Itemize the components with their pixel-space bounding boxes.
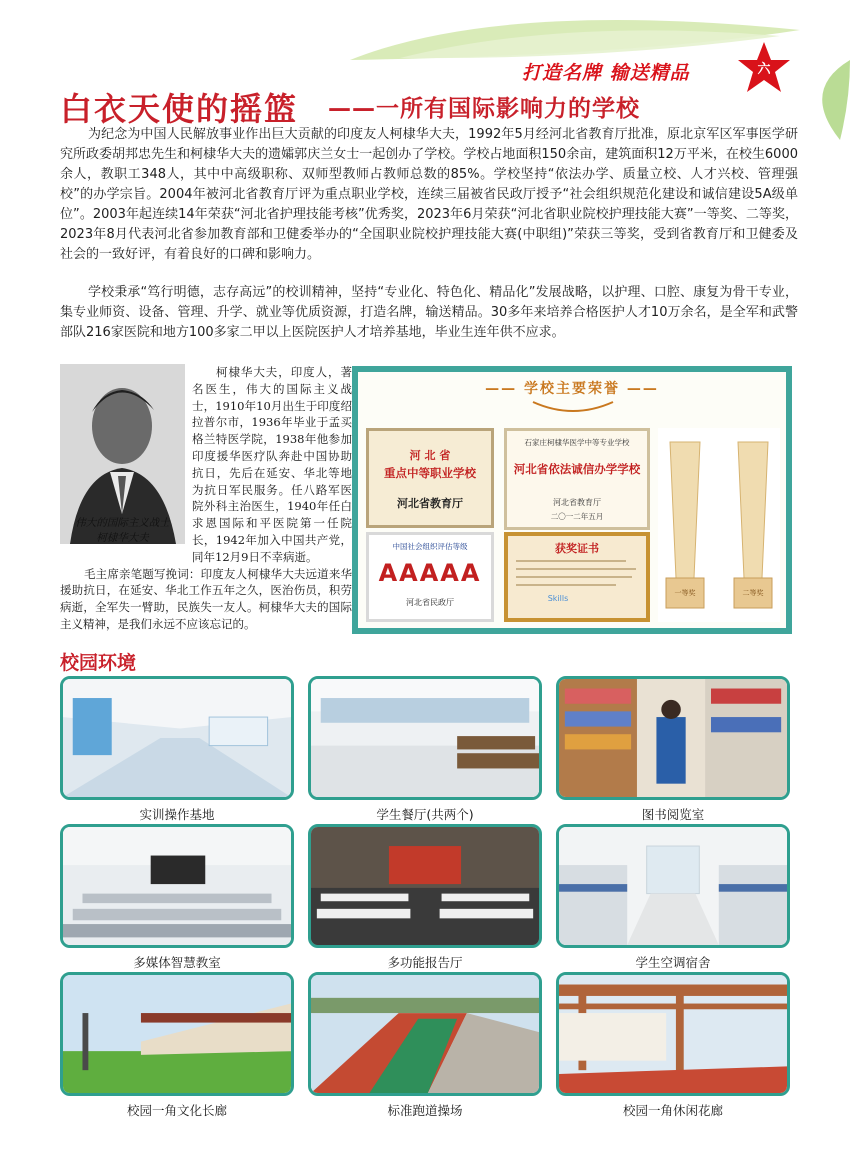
photo-training-hall xyxy=(60,676,294,800)
plaque4-skills: Skills xyxy=(547,594,569,603)
photo-dormitory xyxy=(556,824,790,948)
caption-culture-corridor: 校园一角文化长廊 xyxy=(126,1103,227,1118)
page-subtitle: ——一所有国际影响力的学校 xyxy=(328,96,640,122)
plaque1-line2: 重点中等职业学校 xyxy=(384,466,476,480)
honors-title: —— 学校主要荣誉 —— xyxy=(485,381,659,397)
caption-sports-field: 标准跑道操场 xyxy=(387,1103,463,1118)
portrait-caption-line-2: 柯棣华大夫 xyxy=(96,532,149,544)
photo-auditorium xyxy=(308,824,542,948)
plaque3-line2: AAAAA xyxy=(378,559,482,587)
plaque-5a-rating xyxy=(366,532,494,622)
plaque-integrity-school xyxy=(504,428,650,530)
plaque2-line2: 河北省依法诚信办学学校 xyxy=(513,462,641,476)
trophies xyxy=(658,428,780,622)
caption-classroom: 多媒体智慧教室 xyxy=(133,955,221,970)
plaque2-line1: 石家庄柯棣华医学中等专业学校 xyxy=(524,438,630,447)
caption-dormitory: 学生空调宿舍 xyxy=(635,955,711,970)
bio-paragraph-1: 柯棣华大夫，印度人，著名医生，伟大的国际主义战士，1910年10月出生于印度绍拉普尔市，1936年毕业于孟买格兰特医学院，1938年他参加印度援华医疗队奔赴中国协助抗日，先后在延安、华北等地为抗日军民服务。任八路军医院外科主治医生，1940年任白求恩国际和平医院第一任院长，1942年加入中国共产党，同年12月9日不幸病逝。 xyxy=(192,365,352,564)
photo-library xyxy=(556,676,790,800)
page-title: 白衣天使的摇篮 xyxy=(60,90,299,128)
trophy-first-prize: 一等奖 xyxy=(674,589,696,597)
caption-auditorium: 多功能报告厅 xyxy=(387,955,463,970)
bio-paragraph-2: 毛主席亲笔题写挽词：印度友人柯棣华大夫远道来华援助抗日，在延安、华北工作五年之久，医治伤员，积劳病逝，全军失一臂助，民族失一友人。柯棣华大夫的国际主义精神，是我们永远不应该忘记的。 xyxy=(60,566,352,631)
plaque3-line3: 河北省民政厅 xyxy=(406,598,454,607)
plaque-award-certificate xyxy=(504,532,650,622)
slogan: 打造名牌 输送精品 xyxy=(522,62,690,84)
caption-training-hall: 实训操作基地 xyxy=(139,807,215,822)
photo-sports-field xyxy=(308,972,542,1096)
caption-library: 图书阅览室 xyxy=(641,807,705,822)
photo-classroom xyxy=(60,824,294,948)
campus-section-title: 校园环境 xyxy=(60,652,137,674)
star-number: 六 xyxy=(757,62,771,77)
caption-dining-hall: 学生餐厅(共两个) xyxy=(376,807,474,822)
photo-culture-corridor xyxy=(60,972,294,1096)
plaque1-line3: 河北省教育厅 xyxy=(397,497,463,510)
plaque4-line1: 获奖证书 xyxy=(555,542,599,555)
plaque3-line1: 中国社会组织评估等级 xyxy=(392,542,468,551)
honors-panel xyxy=(352,366,792,634)
intro-paragraph-1: 为纪念为中国人民解放事业作出巨大贡献的印度友人柯棣华大夫，1992年5月经河北省教育厅批准，原北京军区军事医学研究所政委胡邦忠先生和柯棣华大夫的遗孀郭庆兰女士一起创办了学校。学校占地面积150余亩，建筑面积12万平米，在校生6000余人，教职工348人，其中中高级职称、双师型教师占教师总数的85%。学校坚持“依法办学、质量立校、人才兴校、管理强校”的办学宗旨。2004年被河北省教育厅评为重点职业学校，连续三届被省民政厅授予“社会组织规范化建设和诚信建设5A级单位”。2003年起连续14年荣获“河北省护理技能考核”优秀奖，2023年6月荣获“河北省职业院校护理技能大赛”一等奖、二等奖，2023年8月代表河北省参加教育部和卫健委举办的“全国职业院校护理技能大赛(中职组)”荣获三等奖，受到省教育厅和卫健委及社会的一致好评，有着良好的口碑和影响力。 xyxy=(60,127,798,262)
certificate-text-lines xyxy=(516,558,640,598)
photo-flower-corridor xyxy=(556,972,790,1096)
plaque2-line3: 河北省教育厅 xyxy=(553,498,601,507)
caption-flower-corridor: 校园一角休闲花廊 xyxy=(622,1103,723,1118)
portrait-caption xyxy=(60,516,185,546)
plaque-key-school xyxy=(366,428,494,528)
intro-paragraph-2: 学校秉承“笃行明德，志存高远”的校训精神，坚持“专业化、特色化、精品化”发展战略，以护理、口腔、康复为骨干专业，集专业师资、设备、管理、升学、就业等优质资源，打造名牌，输送精品。30多年来培养合格医护人才10万余名，是全军和武警部队216家医院和地方100多家二甲以上医院医护人才培养基地，毕业生连年供不应求。 xyxy=(60,285,798,340)
plaque2-line4: 二〇一二年五月 xyxy=(550,512,604,521)
photo-dining-hall xyxy=(308,676,542,800)
trophy-second-prize: 二等奖 xyxy=(742,589,764,597)
ribbon-decoration xyxy=(528,398,618,418)
plaque1-line1: 河 北 省 xyxy=(409,449,451,462)
portrait-caption-line-1: 伟大的国际主义战士 xyxy=(75,517,170,529)
